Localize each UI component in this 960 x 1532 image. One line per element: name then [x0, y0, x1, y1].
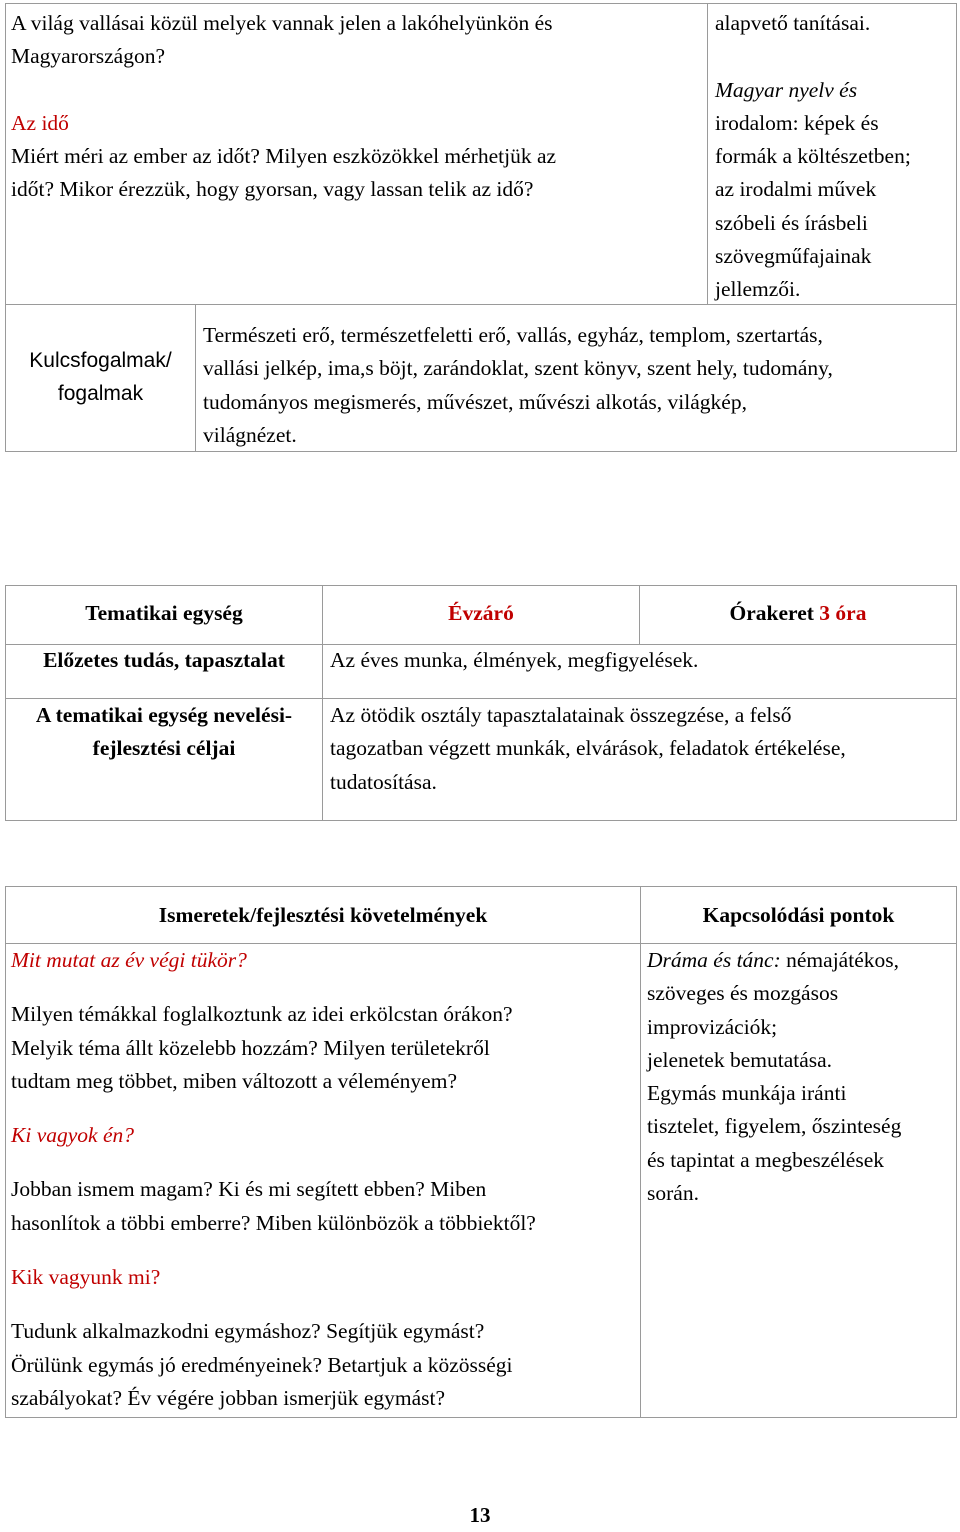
key-concepts-label [6, 344, 195, 410]
text-line: Miért méri az ember az időt? Milyen eszközökkel mérhetjük az [11, 144, 557, 169]
unit-title: Évzáró [448, 601, 514, 625]
questions-cell [11, 7, 701, 207]
goals-label [6, 699, 322, 766]
hours-label: Órakeret [729, 601, 814, 625]
requirements-table [5, 886, 957, 1418]
text-line: Egymás munkája iránti [647, 1081, 847, 1106]
question-block [11, 998, 636, 1098]
text-line: Örülünk egymás jó eredményeinek? Betartjuk a közösségi [11, 1352, 513, 1377]
requirements-cell [11, 944, 636, 1436]
text-line: Tudunk alkalmazkodni egymáshoz? Segítjük egymást? [11, 1319, 485, 1344]
page-number: 13 [469, 1503, 491, 1527]
text-line: improvizációk; [647, 1014, 778, 1039]
text-line: szövegműfajainak [715, 244, 872, 269]
connections-header: Kapcsolódási pontok [702, 903, 895, 927]
prior-knowledge-label: Előzetes tudás, tapasztalat [43, 648, 285, 672]
curriculum-table-top [5, 3, 957, 452]
text-line: tudtam meg többet, miben változott a véleményem? [11, 1068, 457, 1093]
text-line: az irodalmi művek [715, 177, 877, 202]
text-line [647, 944, 952, 977]
column-divider [707, 4, 708, 304]
unit-label: Tematikai egység [85, 601, 243, 625]
text-line: szóbeli és írásbeli [715, 210, 868, 235]
question-block [11, 1315, 636, 1415]
column-divider [640, 887, 641, 1417]
hours-cell [640, 597, 956, 630]
text-line: világnézet. [203, 422, 297, 447]
text-line: Melyik téma állt közelebb hozzám? Milyen területekről [11, 1035, 490, 1060]
text-line: szöveges és mozgásos [647, 981, 839, 1006]
subject-name: Dráma és tánc: [647, 948, 781, 972]
text-line: tagozatban végzett munkák, elvárások, feladatok értékelése, [330, 736, 846, 761]
label-line: Kulcsfogalmak/ [29, 349, 172, 372]
text-line: szabályokat? Év végére jobban ismerjük egymást? [11, 1385, 446, 1410]
connections-cell [715, 7, 955, 307]
text-line: jelenetek bemutatása. [647, 1047, 833, 1072]
text-line: hasonlítok a többi emberre? Miben különbözök a többiektől? [11, 1210, 536, 1235]
text-line: tudatosítása. [330, 769, 437, 794]
question-block [11, 1173, 636, 1240]
label-line: fejlesztési céljai [92, 736, 236, 761]
text-line: tisztelet, figyelem, őszinteség [647, 1114, 902, 1139]
label-line: fogalmak [57, 382, 144, 405]
text-line: irodalom: képek és [715, 110, 879, 135]
text-line: A világ vallásai közül melyek vannak jelen a lakóhelyünkön és [11, 11, 553, 35]
column-divider [195, 304, 196, 451]
question-heading: Mit mutat az év végi tükör? [11, 948, 247, 972]
key-concepts-list [203, 319, 953, 452]
text-line: tudományos megismerés, művészet, művészi alkotás, világkép, [203, 389, 747, 414]
text-line: Természeti erő, természetfeletti erő, vallás, egyház, templom, szertartás, [203, 323, 823, 347]
text-line: Magyarországon? [11, 44, 166, 69]
text-line: Jobban ismem magam? Ki és mi segített ebben? Miben [11, 1177, 487, 1202]
text-line: időt? Mikor érezzük, hogy gyorsan, vagy lassan telik az idő? [11, 177, 534, 202]
text-line: formák a költészetben; [715, 144, 911, 169]
question-heading: Ki vagyok én? [11, 1123, 134, 1148]
text-line: vallási jelkép, ima,s böjt, zarándoklat, szent könyv, szent hely, tudomány, [203, 356, 833, 381]
hours-value: 3 óra [819, 601, 867, 625]
text-line: Az ötödik osztály tapasztalatainak összegzése, a felső [330, 703, 792, 727]
prior-knowledge-value: Az éves munka, élmények, megfigyelések. [330, 648, 699, 672]
topic-heading: Az idő [11, 110, 69, 135]
spacer [11, 74, 701, 107]
connections-cell [647, 944, 952, 1210]
text-line: során. [647, 1181, 699, 1206]
question-heading: Kik vagyunk mi? [11, 1265, 161, 1290]
thematic-unit-table [5, 585, 957, 821]
label-line: A tematikai egység nevelési- [35, 703, 293, 727]
text-line: jellemzői. [715, 277, 801, 302]
requirements-header: Ismeretek/fejlesztési követelmények [158, 903, 488, 927]
text-line: és tapintat a megbeszélések [647, 1147, 884, 1172]
subject-name: Magyar nyelv és [715, 77, 858, 102]
text-fragment: némajátékos, [780, 948, 899, 972]
spacer [715, 40, 955, 73]
text-line: alapvető tanításai. [715, 11, 871, 35]
goals-value [330, 699, 950, 799]
text-line: Milyen témákkal foglalkoztunk az idei erkölcstan órákon? [11, 1002, 513, 1027]
